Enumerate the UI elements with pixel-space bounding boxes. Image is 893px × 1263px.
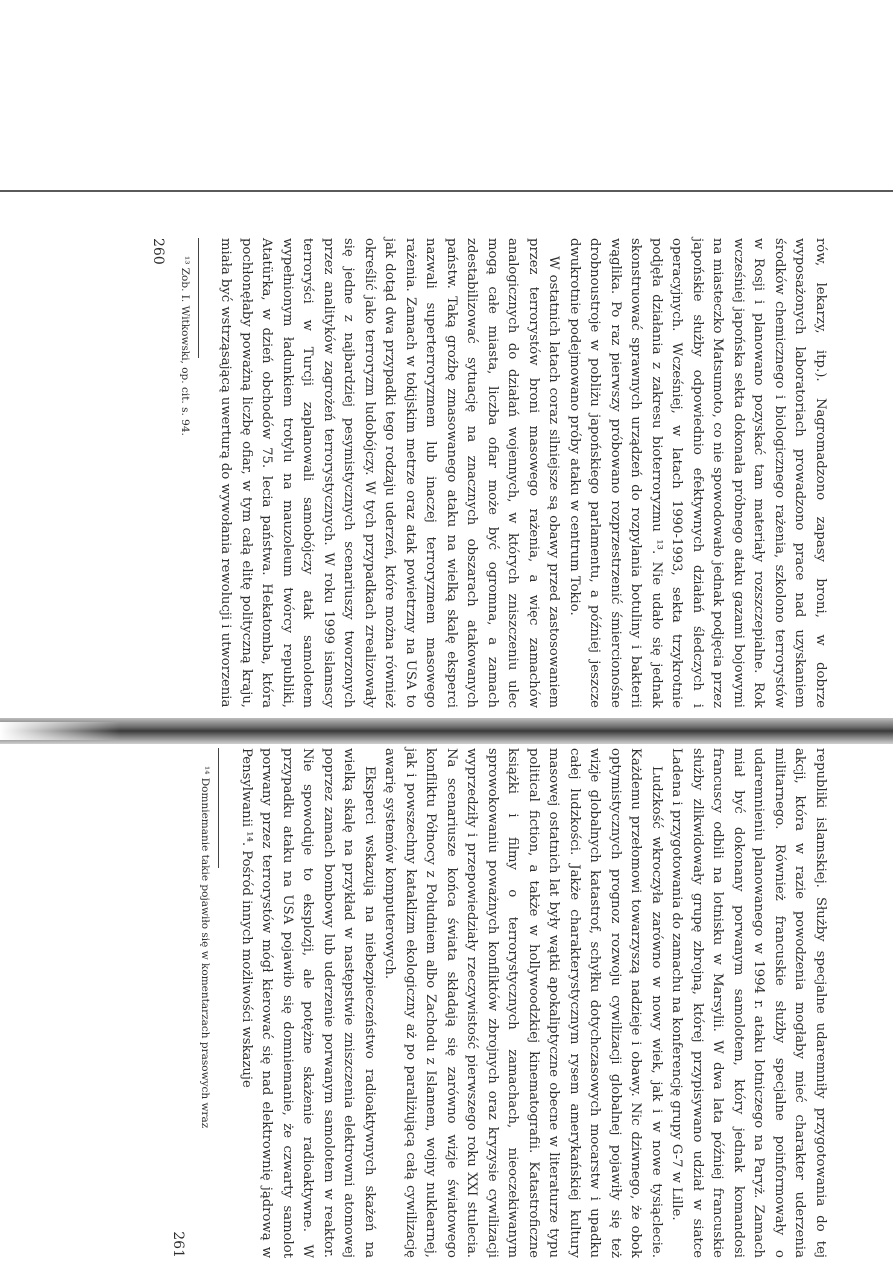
paragraph: rów, lekarzy, itp.). Nagromadzono zapasy broni, w dobrze wyposażonych laboratoriach prowadzono prace nad uzyskaniem środków chemicznego i biologicznego rażenia, szkolono terrorystów w Rosji i planowano pozyskać tam materiały rozszczepialne. Rok wcześniej japońska sekta dokonała próbnego ataku gazami bojowymi na miasteczko Matsumoto, co nie spowodowało jednak podjęcia przez japońskie służby odpowiednio efektywnych działań śledczych i operacyjnych. Wcześniej, w latach 1990-1993, sekta trzykrotnie podjęła działania z zakresu bioterroryzmu ¹³. Nie udało się jednak skonstruować sprawnych urządzeń do rozpylania botuliny i bakterii wąglika. Po raz pierwszy próbowano rozprzestrzenić śmiercionośne drobnoustroje w pobliżu japońskiego parlamentu, a później jeszcze dwukrotnie podejmowano próby ataku w centrum Tokio. (567, 238, 828, 708)
paragraph: Eksperci wskazują na niebezpieczeństwo radioaktywnych skażeń na wielką skalę na przykład w następstwie zniszczenia elektrowni atomowej poprzez zamach bombowy lub uderzenie porwanym samolotem w reaktor. Nie spowoduje to eksplozji, ale potężne skażenie radioaktywne. W przypadku ataku na USA pojawiło się domniemanie, że czwarty samolot porwany przez terrorystów mógł kierować się nad elektrownię jądrową w Pensylwanii ¹⁴. Pośród innych możliwości wskazuje (239, 748, 377, 1258)
footnote: ¹⁴ Domniemanie takie pojawiło się w komentarzach prasowych wraz (199, 766, 212, 1129)
footnote-rule (219, 748, 220, 868)
gutter-fade (0, 722, 120, 740)
scan-background-top (0, 0, 893, 192)
scan-edge-line (0, 190, 893, 192)
page-number: 261 (170, 1231, 187, 1258)
paragraph: W ostatnich latach coraz silniejsze są obawy przed zastosowaniem przez terrorystów broni masowego rażenia, a więc zamachów analogicznych do działań wojennych, w których zniszczeniu ulec mogą całe miasta, liczba ofiar może być ogromna, a zamach zdestabilizować sytuację na znacznych obszarach atakowanych państw. Taką groźbę zmasowanego ataku na wielką skalę eksperci nazwali superterroryzmem lub inaczej terroryzmem masowego rażenia. Zamach w tokijskim metrze oraz atak powietrzny na USA to jak dotąd dwa przypadki tego rodzaju uderzeń, które można również określić jako terroryzm ludobójczy. W tych przypadkach zrealizowały się jedne z najbardziej pesymistycznych scenariuszy tworzonych przez analityków zagrożeń terrorystycznych. W roku 1999 islamscy terroryści w Turcji zaplanowali samobójczy atak samolotem wypełnionym ładunkiem trotylu na mauzoleum twórcy republiki, Atatürka, w dzień obchodów 75. lecia państwa. Hekatomba, która pochłonęłaby poważną liczbę ofiar, w tym całą elitę polityczną kraju, miała być wstrząsającą uwerturą do wywołania rewolucji i utworzenia (218, 238, 562, 708)
footnote: ¹³ Zob. I. Witkowski, op. cit. s. 94. (179, 256, 191, 436)
paragraph: Ludzkość wkroczyła zarówno w nowy wiek, jak i w nowe tysiąclecie. Każdemu przełomowi towarzyszą nadzieje i obawy. Nic dziwnego, że obok optymistycznych prognoz rozwoju cywilizacji globalnej pojawiły się też wizje globalnych katastrof, schyłku dotychczasowych mocarstw i upadku całej ludzkości. Jakże charakterystycznym rysem amerykańskiej kultury masowej ostatnich lat były wątki apokaliptyczne obecne w literaturze typu political fiction, a także w hollywoodzkiej kinematografii. Katastroficzne książki i filmy o terrorystycznych zamachach, nieoczekiwanym sprowokowaniu poważnych konfliktów zbrojnych oraz kryzysie cywilizacji wyprzedziły i przepowiedziały rzeczywistość pierwszego roku XXI stulecia. Na scenariusze końca świata składają się zarówno wizje światowego konfliktu Północy z Południem albo Zachodu z Islamem, wojny nuklearnej, jak i powszechny kataklizm ekologiczny aż po paraliżującą całą cywilizację awarię systemów komputerowych. (382, 748, 664, 1258)
book-page-right (58, 748, 830, 1258)
book-page-left (58, 238, 830, 708)
footnote-rule (198, 238, 199, 358)
page-number: 260 (150, 238, 166, 265)
book-spine-gutter (0, 718, 893, 744)
paragraph: republiki islamskiej. Służby specjalne udaremniły przygotowania do tej akcji, która w razie powodzenia mogłaby mieć charakter uderzenia militarnego. Również francuskie służby specjalne poinformowały o udaremnieniu planowanego w 1994 r. ataku lotniczego na Paryż. Zamach miał być dokonany porwanym samolotem, który jednak komandosi francuscy odbili na lotnisku w Marsylii. W dwa lata później francuskie służby zlikwidowały grupę zbrojną, której przypisywano udział w siatce Ladena i przygotowania do zamachu na konferencję grupy G-7 w Lille. (669, 748, 828, 1258)
